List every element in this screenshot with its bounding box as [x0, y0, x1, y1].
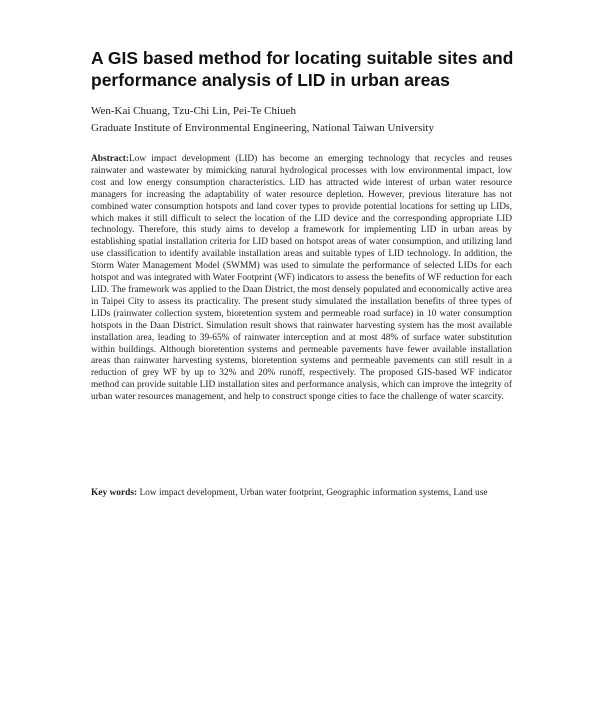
author-affiliation: Graduate Institute of Environmental Engineering, National Taiwan University [91, 122, 434, 134]
abstract-text: Low impact development (LID) has become an emerging technology that recycles and reuses rainwater and wastewater by mimicking natural hydrological processes with low environmental impact, low cost and low energy consumption characteristics. LID has attracted wide interest of urban water resource managers for increasing the adaptability of water resource depletion. However, previous literature has not combined water consumption hotspots and land cover types to provide potential locations for setting up LIDs, which makes it still difficult to select the location of the LID device and the corresponding appropriate LID technology. Therefore, this study aims to develop a framework for implementing LID in urban areas by establishing spatial installation criteria for LID based on hotspot areas of water consumption, and utilizing land use classification to identify available installation areas and suitable types of LID technology. In addition, the Storm Water Management Model (SWMM) was used to simulate the performance of selected LIDs for each hotspot and was integrated with Water Footprint (WF) indicators to assess the benefits of WF reduction for each LID. The framework was applied to the Daan District, the most densely populated and economically active area in Taipei City to assess its practicality. The present study simulated the installation benefits of three types of LIDs (rainwater collection system, bioretention system and permeable road surface) in 10 water consumption hotspots in the Daan District. Simulation result shows that rainwater harvesting system has the most available installation area, leading to 39-65% of rainwater interception and at most 48% of surface water substitution within buildings. Although bioretention systems and permeable pavements have fewer available installation areas than rainwater harvesting systems, bioretention systems and permeable pavements can still result in a reduction of grey WF by up to 32% and 20% runoff, respectively. The proposed GIS-based WF indicator method can provide suitable LID installation sites and performance analysis, which can improve the integrity of urban water resources management, and help to construct sponge cities to face the challenge of water scarcity. [91, 154, 512, 403]
paper-title: A GIS based method for locating suitable sites and performance analysis of LID in urban areas [91, 48, 514, 90]
keywords-paragraph [91, 487, 512, 499]
author-list: Wen-Kai Chuang, Tzu-Chi Lin, Pei-Te Chiueh [91, 105, 296, 117]
keywords-label: Key words: [91, 488, 138, 498]
abstract-paragraph [91, 154, 512, 404]
keywords-text: Low impact development, Urban water footprint, Geographic information systems, Land use [139, 488, 488, 498]
abstract-label: Abstract: [91, 154, 130, 164]
